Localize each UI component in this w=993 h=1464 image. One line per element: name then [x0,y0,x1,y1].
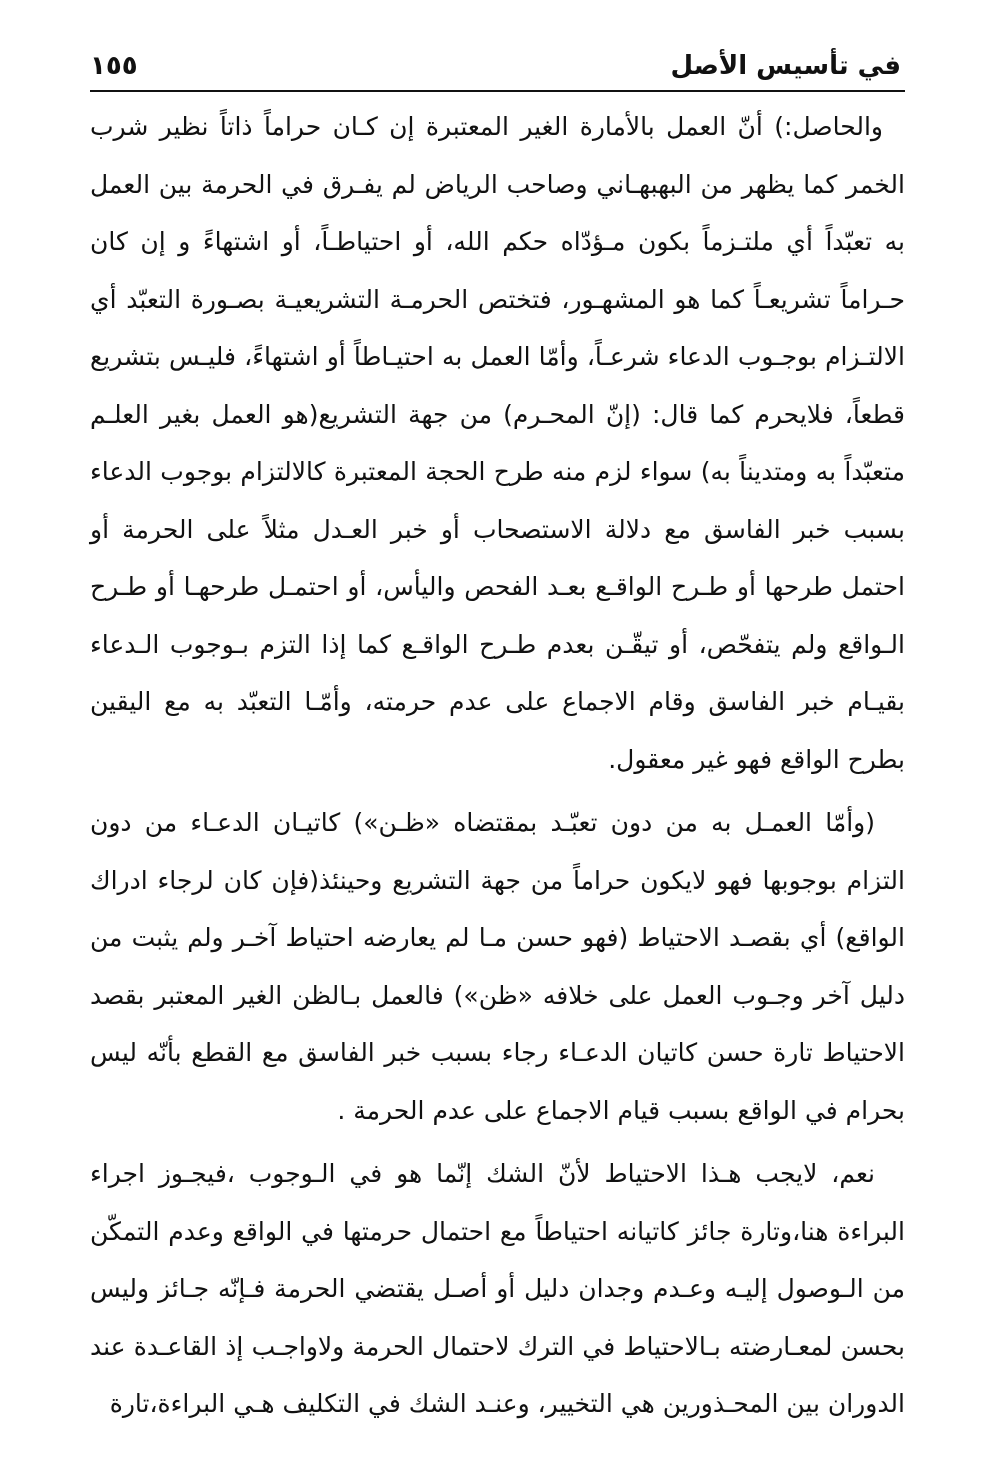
page-number: ١٥٥ [90,51,138,81]
body-text [90,98,905,1433]
paragraph-1: والحاصل:) أنّ العمل بالأمارة الغير المعتبرة إن كـان حراماً ذاتاً نظير شرب الخمر كما يظهر من البهبهـاني وصاحب الرياض لم يفـرق في الحرمة بين العمل به تعبّداً أي ملتـزماً بكون مـؤدّاه حكم الله، أو احتياطـاً، أو اشتهاءً و إن كان حـراماً تشريعـاً كما هو المشهـور، فتختص الحرمـة التشريعيـة بصـورة التعبّد أي الالتـزام بوجـوب الدعاء شرعـاً، وأمّا العمل به احتيـاطاً أو اشتهاءً، فليـس بتشريع قطعاً، فلايحرم كما قال: (إنّ المحـرم) من جهة التشريع(هو العمل بغير العلـم متعبّداً به ومتديناً به) سواء لزم منه طرح الحجة المعتبرة كالالتزام بوجوب الدعاء بسبب خبر الفاسق مع دلالة الاستصحاب أو خبر العـدل مثلاً على الحرمة أو احتمل طرحها أو طـرح الواقـع بعـد الفحص واليأس، أو احتمـل طرحهـا أو طـرح الـواقع ولم يتفحّص، أو تيقّـن بعدم طـرح الواقـع كما إذا التزم بـوجوب الـدعاء بقيـام خبر الفاسق وقام الاجماع على عدم حرمته، وأمّـا التعبّد به مع اليقين بطرح الواقع فهو غير معقول. [90,112,905,774]
header-divider [90,90,905,92]
page-header [90,46,905,86]
paragraph-2: (وأمّا العمـل به من دون تعبّـد بمقتضاه «ظـن») كاتيـان الدعـاء من دون التزام بوجوبها فهو لايكون حراماً من جهة التشريع وحينئذ(فإن كان لرجاء ادراك الواقع) أي بقصـد الاحتياط (فهو حسن مـا لم يعارضه احتياط آخـر ولم يثبت من دليل آخر وجـوب العمل على خلافه «ظن») فالعمل بـالظن الغير المعتبر بقصد الاحتياط تارة حسن كاتيان الدعـاء رجاء بسبب خبر الفاسق مع القطع بأنّه ليس بحرام في الواقع بسبب قيام الاجماع على عدم الحرمة . [90,808,905,1125]
paragraph-3: نعم، لايجب هـذا الاحتياط لأنّ الشك إنّما هو في الـوجوب ،فيجـوز اجراء البراءة هنا،وتارة جائز كاتيانه احتياطاً مع احتمال حرمتها في الواقع وعدم التمكّن من الـوصول إليـه وعـدم وجدان دليل أو أصـل يقتضي الحرمة فـإنّه جـائز وليس بحسن لمعـارضته بـالاحتياط في الترك لاحتمال الحرمة ولاواجـب إذ القاعـدة عند الدوران بين المحـذورين هي التخيير، وعنـد الشك في التكليف هـي البراءة،تارة [90,1159,905,1418]
running-title: في تأسيس الأصل [670,51,901,81]
